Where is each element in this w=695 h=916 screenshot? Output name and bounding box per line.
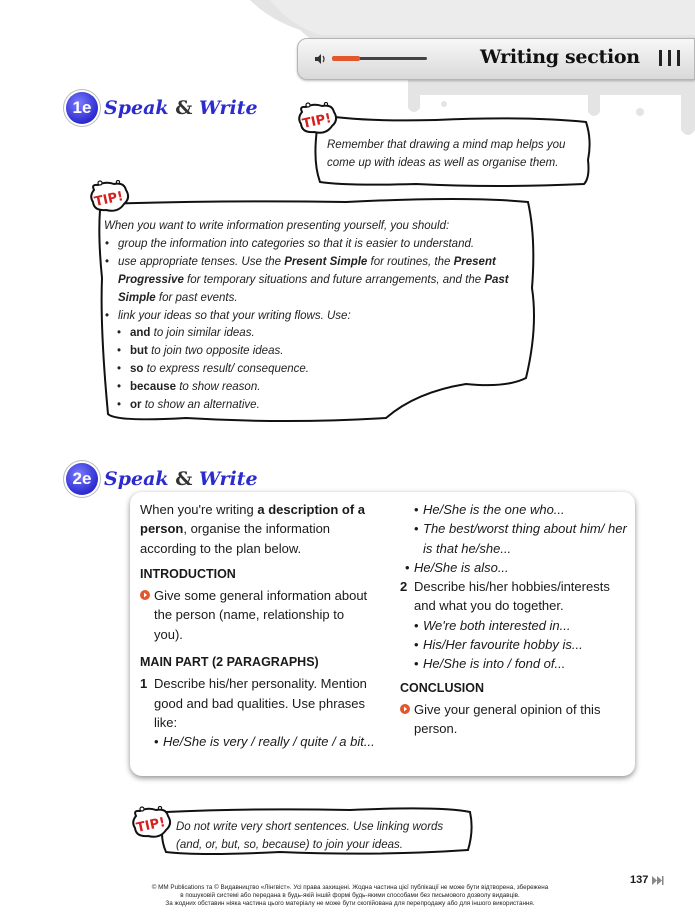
introduction-heading: INTRODUCTION xyxy=(140,566,236,581)
item-number: 2 xyxy=(400,579,408,595)
tense-past-simple: Past Simple xyxy=(118,273,509,304)
linking-word-item xyxy=(116,361,524,379)
tip-box-short-sentences xyxy=(130,800,475,860)
plan-item-2 xyxy=(400,577,630,673)
linking-word-use: to show an alternative. xyxy=(141,399,260,412)
linking-word: so xyxy=(130,363,144,376)
section-1e-heading xyxy=(66,92,258,124)
tip-2-intro: When you want to write information presenting yourself, you should: xyxy=(104,220,450,232)
introduction-text: Give some general information about the person (name, relationship to you). xyxy=(154,588,368,642)
linking-word-item xyxy=(116,325,524,343)
text-run: for temporary situations and future arrangements, and the xyxy=(183,273,485,286)
triple-bar-icon xyxy=(658,49,682,67)
svg-text:TIP!: TIP! xyxy=(135,815,167,836)
tip-2-bullet: • link your ideas so that your writing flows. Use: xyxy=(104,308,524,326)
arrow-bullet-icon xyxy=(400,704,410,714)
phrase-item: • He/She is into / fond of... xyxy=(414,654,630,673)
volume-slider-fill xyxy=(332,56,360,61)
conclusion-text: Give your general opinion of this person. xyxy=(414,701,601,737)
text-run: for routines, the xyxy=(367,255,454,268)
title-amp: & xyxy=(175,468,193,490)
text-emphasis: a description of a person xyxy=(140,502,366,537)
tip-2-list xyxy=(104,236,524,326)
tense-present-simple: Present Simple xyxy=(284,255,368,268)
conclusion-item xyxy=(400,700,630,739)
linking-word: because xyxy=(130,381,177,394)
linking-words-list xyxy=(104,325,524,415)
text-run: When you're writing xyxy=(140,502,258,517)
copyright-line: © MM Publications та © Видавництво «Лінгвіст». Усі права захищені. Жодна частина цієї публікації не може бути відтворена, збережена xyxy=(151,884,549,891)
speaker-icon xyxy=(313,52,327,66)
linking-word-use: to join two opposite ideas. xyxy=(147,345,284,358)
page-title: Writing section xyxy=(480,46,640,68)
phrase-item: • He/She is also... xyxy=(405,558,630,577)
text-run: , organise the information according to the plan below. xyxy=(140,521,331,556)
section-2e-heading xyxy=(66,463,258,495)
main-part-heading: MAIN PART (2 PARAGRAPHS) xyxy=(140,655,319,670)
item-text: Describe his/her personality. Mention good and bad qualities. Use phrases like: xyxy=(154,676,367,730)
plan-intro xyxy=(140,500,375,558)
tip-badge-icon xyxy=(130,806,174,842)
linking-word-item xyxy=(116,397,524,415)
section-number-badge: 1e xyxy=(66,92,98,124)
linking-word: or xyxy=(130,399,142,412)
title-write: Write xyxy=(198,97,258,119)
arrow-bullet-icon xyxy=(140,590,150,600)
tip-badge-icon xyxy=(296,102,340,138)
title-speak: Speak xyxy=(104,97,169,119)
svg-text:TIP!: TIP! xyxy=(301,111,333,132)
tip-text: Remember that drawing a mind map helps you come up with ideas as well as organise them. xyxy=(327,139,566,169)
introduction-item xyxy=(140,586,375,644)
linking-word: and xyxy=(130,327,151,340)
plan-left-column xyxy=(140,500,375,752)
linking-word: but xyxy=(130,345,148,358)
text-run: use appropriate tenses. Use the xyxy=(118,255,285,268)
tip-badge-icon xyxy=(88,180,132,216)
copyright-line: в пошуковій системі або передана в будь-якій іншій формі будь-якими способами без письмового дозволу видавців. xyxy=(180,892,520,899)
page-number: 137 xyxy=(630,874,649,886)
phrase-continuation xyxy=(400,500,630,558)
item-text: Describe his/her hobbies/interests and what you do together. xyxy=(414,579,610,614)
linking-word-use: to express result/ consequence. xyxy=(143,363,309,376)
tip-2-content xyxy=(104,218,524,415)
phrase-item: • He/She is the one who... xyxy=(414,500,630,519)
tense-present-progressive: Present Progressive xyxy=(118,255,496,286)
phrase-item: • The best/worst thing about him/ her is that he/she... xyxy=(414,519,630,558)
next-page-arrows-icon xyxy=(652,876,664,885)
section-title xyxy=(104,97,258,119)
title-amp: & xyxy=(175,97,193,119)
conclusion-heading: CONCLUSION xyxy=(400,680,485,695)
text-run: for past events. xyxy=(155,291,238,304)
linking-word-use: to join similar ideas. xyxy=(150,327,255,340)
tip-2-bullet: • group the information into categories so that it is easier to understand. xyxy=(104,236,524,254)
section-number-badge: 2e xyxy=(66,463,98,495)
phrase-item: • He/She is very / really / quite / a bit... xyxy=(154,732,375,751)
plan-item-1 xyxy=(140,674,375,751)
linking-word-use: to show reason. xyxy=(176,381,261,394)
copyright-line: За жодних обставин ніяка частина цього матеріалу не може бути скопійована для перепродажу або для іншого використання. xyxy=(165,900,535,907)
title-write: Write xyxy=(198,468,258,490)
title-speak: Speak xyxy=(104,468,169,490)
plan-right-column xyxy=(400,500,630,739)
item-number: 1 xyxy=(140,676,148,692)
tip-2-bullet xyxy=(104,254,524,308)
linking-word-item xyxy=(116,379,524,397)
copyright-notice xyxy=(120,884,580,908)
phrase-item: • His/Her favourite hobby is... xyxy=(414,635,630,654)
svg-text:TIP!: TIP! xyxy=(93,189,125,210)
phrase-continuation xyxy=(400,558,630,577)
linking-word-item xyxy=(116,343,524,361)
tip-text: Do not write very short sentences. Use linking words (and, or, but, so, because) to join your ideas. xyxy=(176,821,444,851)
phrase-item: • We're both interested in... xyxy=(414,616,630,635)
section-title xyxy=(104,468,258,490)
tip-box-mind-map xyxy=(296,100,596,190)
